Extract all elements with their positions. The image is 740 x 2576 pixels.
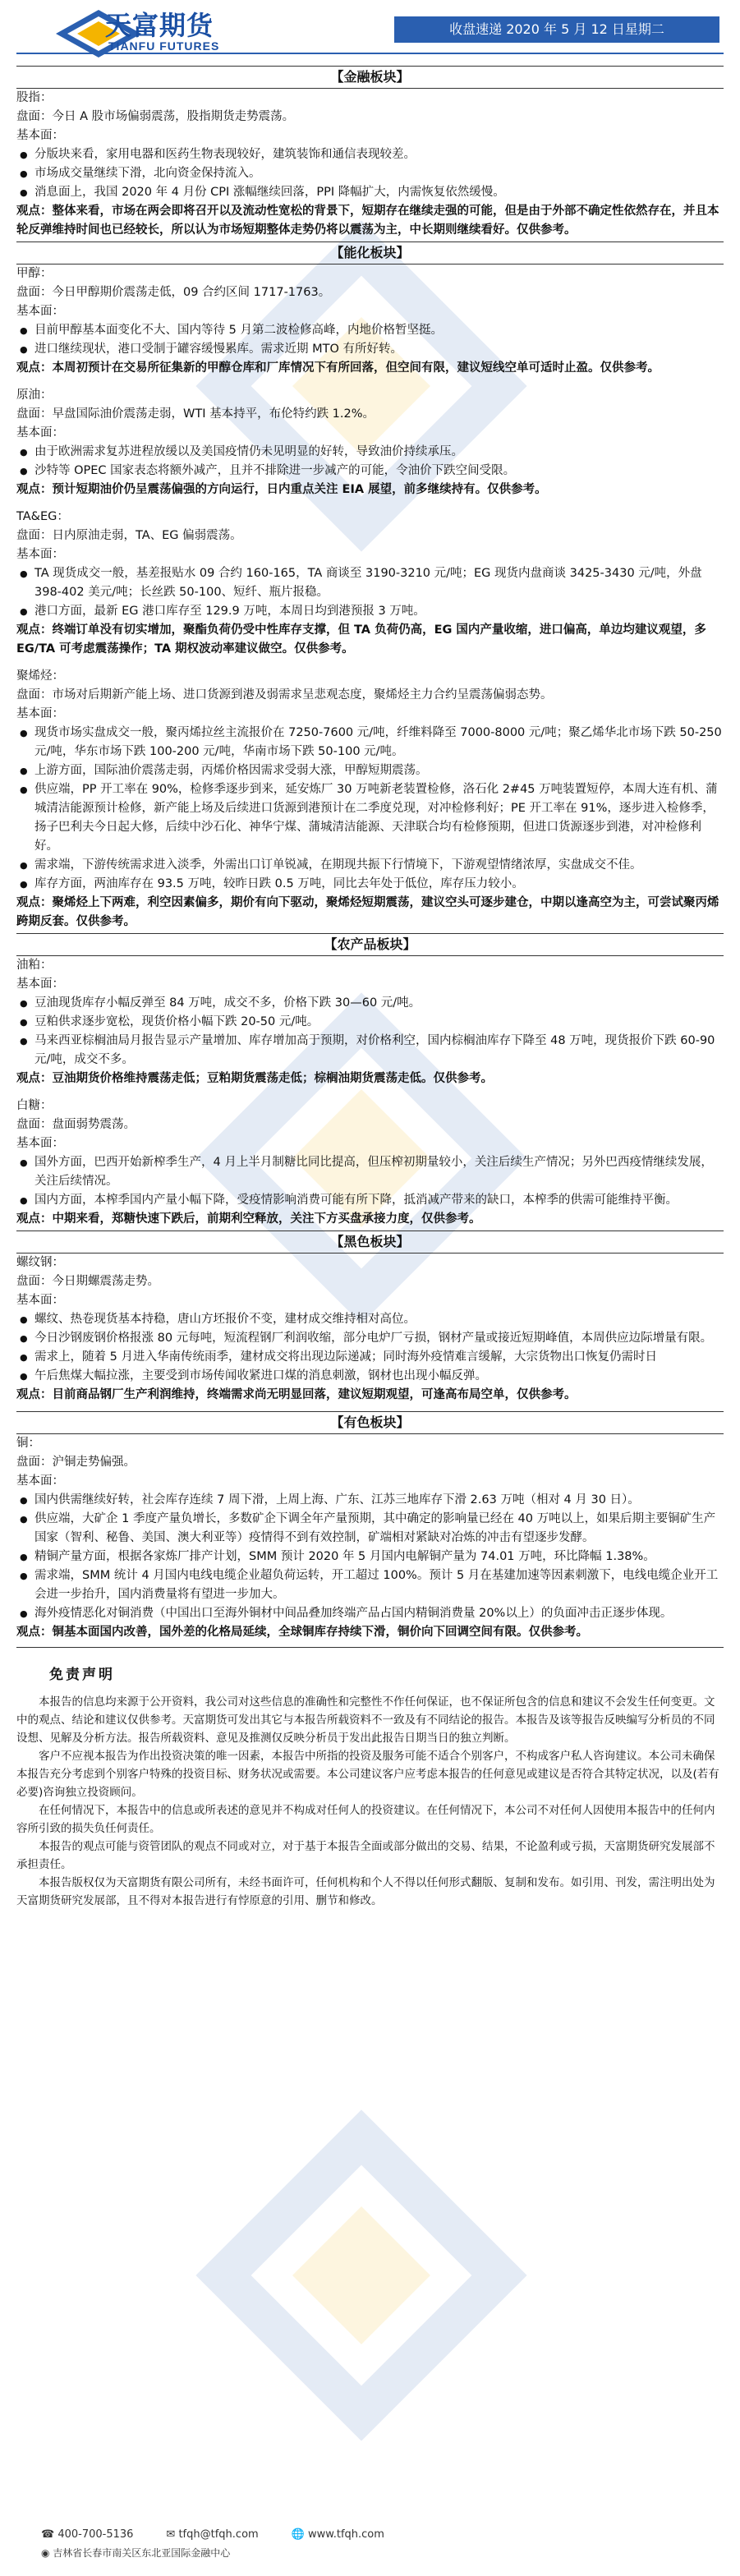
market-summary: 盘面：今日期螺震荡走势。 — [16, 1275, 159, 1288]
mail-icon: ✉ — [166, 2528, 179, 2541]
bullet-list — [16, 1153, 724, 1210]
list-item: ● 供应端，PP 开工率在 90%，检修季逐步到来，延安炼厂 30 万吨新老装置检修，洛石化 2#45 万吨装置短停，本周大连有机、蒲城清洁能源预计检修，新产能上场及后续进口货源到港预计在二季度兑现，对冲检修利好；PE 开工率在 91%，逐步进入检修季，扬子巴利夫今日起大修，后续中沙石化、神华宁煤、蒲城清洁能源、天津联合均有检修预期，但进口货源逐步到港，对冲检修利好。 — [16, 780, 724, 856]
list-item: ● 消息面上，我国 2020 年 4 月份 CPI 涨幅继续回落，PPI 降幅扩大，内需恢复依然缓慢。 — [16, 183, 724, 202]
list-item: ● TA 现货成交一般，基差报贴水 09 合约 160-165，TA 商谈至 3190-3210 元/吨；EG 现货内盘商谈 3425-3430 元/吨，外盘 398-402 美元/吨；长丝跌 50-100、短纤、瓶片报稳。 — [16, 564, 724, 602]
basics-label: 基本面： — [16, 707, 64, 720]
disclaimer-body — [16, 1693, 724, 1910]
list-item: ● 分版块来看，家用电器和医药生物表现较好，建筑装饰和通信表现较差。 — [16, 145, 724, 164]
disclaimer-title: 免责声明 — [49, 1667, 115, 1683]
bullet-list — [16, 1310, 724, 1386]
list-item: ● 目前甲醇基本面变化不大、国内等待 5 月第二波检修高峰，内地价格暂坚挺。 — [16, 321, 724, 340]
basics-label: 基本面： — [16, 1474, 64, 1488]
report-body — [16, 64, 724, 1910]
view-paragraph: 观点：整体来看，市场在两会即将召开以及流动性宽松的背景下，短期存在继续走强的可能，但是由于外部不确定性依然存在，并且本轮反弹维持时间也已经较长，所以认为市场短期整体走势仍将以震荡为主，中长期则继续看好。仅供参考。 — [16, 205, 719, 237]
commodity-name: 股指： — [16, 91, 53, 104]
bullet-list — [16, 564, 724, 621]
footer-phone: ☎ 400-700-5136 — [41, 2528, 134, 2541]
commodity-name: 铜： — [16, 1437, 40, 1450]
commodity-name: 原油： — [16, 389, 53, 402]
commodity-name: 螺纹钢： — [16, 1256, 64, 1269]
basics-label: 基本面： — [16, 1137, 64, 1150]
disclaimer-paragraph: 本报告的信息均来源于公开资料，我公司对这些信息的准确性和完整性不作任何保证，也不保证所包含的信息和建议不会发生任何变更。文中的观点、结论和建议仅供参考。天富期货可发出其它与本报告所载资料不一致及有不同结论的报告。本报告及该等报告反映编写分析员的不同设想、见解及分析方法。报告所载资料、意见及推测仅反映分析员于发出此报告日期当日的独立判断。 — [16, 1695, 715, 1745]
view-paragraph: 观点：目前商品钢厂生产利润维持，终端需求尚无明显回落，建议短期观望，可逢高布局空单，仅供参考。 — [16, 1388, 577, 1401]
logo-watermark-icon — [189, 2103, 534, 2448]
view-paragraph: 观点：铜基本面国内改善，国外差的化格局延续，全球铜库存持续下滑，铜价向下回调空间有限。仅供参考。 — [16, 1626, 588, 1639]
market-summary: 盘面：盘面弱势震荡。 — [16, 1118, 136, 1131]
bullet-list — [16, 724, 724, 894]
list-item: ● 国外方面，巴西开始新榨季生产，4 月上半月制糖比同比提高，但压榨初期量较小，关注后续生产情况；另外巴西疫情继续发展，关注后续情况。 — [16, 1153, 724, 1191]
bullet-list — [16, 443, 724, 481]
report-header — [0, 0, 740, 66]
commodity-name: TA&EG： — [16, 510, 69, 523]
list-item: ● 国内方面，本榨季国内产量小幅下降，受疫情影响消费可能有所下降，抵消减产带来的缺口，本榨季的供需可能维持平衡。 — [16, 1191, 724, 1210]
page-footer — [16, 2528, 724, 2560]
footer-email[interactable]: ✉ tfqh@tfqh.com — [166, 2528, 259, 2541]
list-item: ● 马来西亚棕榈油局月报告显示产量增加、库存增加高于预期，对价格利空，国内棕榈油库存下降至 48 万吨，现货报价下跌 60-90 元/吨，成交不多。 — [16, 1032, 724, 1070]
list-item: ● 供应端，大矿企 1 季度产量负增长，多数矿企下调全年产量预期，其中确定的影响量已经在 40 万吨以上，如果后期主要铜矿生产国家（智利、秘鲁、美国、澳大利亚等）疫情得不到有效控制，矿端相对紧缺对冶炼的冲击有望逐步发酵。 — [16, 1510, 724, 1548]
disclaimer-paragraph: 客户不应视本报告为作出投资决策的唯一因素，本报告中所指的投资及服务可能不适合个别客户，不构成客户私人咨询建议。本公司未确保本报告充分考虑到个别客户特殊的投资目标、财务状况或需要。本公司建议客户应考虑本报告的任何意见或建议是否符合其特定状况，以及(若有必要)咨询独立投资顾问。 — [16, 1750, 719, 1799]
globe-icon: 🌐 — [291, 2528, 309, 2541]
view-paragraph: 观点：本周初预计在交易所征集新的甲醇仓库和厂库情况下有所回落，但空间有限，建议短线空单可适时止盈。仅供参考。 — [16, 361, 660, 375]
list-item: ● 豆油现货库存小幅反弹至 84 万吨，成交不多，价格下跌 30—60 元/吨。 — [16, 994, 724, 1013]
commodity-name: 聚烯烃： — [16, 669, 64, 683]
list-item: ● 上游方面，国际油价震荡走弱，丙烯价格因需求受弱大涨，甲醇短期震荡。 — [16, 761, 724, 780]
location-icon: ◉ — [41, 2547, 53, 2559]
section-title-finance: 【金融板块】 — [16, 66, 724, 89]
list-item: ● 精铜产量方面，根据各家炼厂排产计划，SMM 预计 2020 年 5 月国内电解铜产量为 74.01 万吨，环比降幅 1.38%。 — [16, 1548, 724, 1566]
list-item: ● 今日沙钢废钢价格报涨 80 元每吨，短流程钢厂利润收缩，部分电炉厂亏损，钢材产量或接近短期峰值，本周供应边际增量有限。 — [16, 1329, 724, 1348]
brand-name-en: TIANFU FUTURES — [108, 39, 220, 53]
bullet-list — [16, 994, 724, 1070]
basics-label: 基本面： — [16, 305, 64, 318]
bullet-list — [16, 1491, 724, 1623]
section-divider — [16, 1647, 724, 1648]
footer-address: ◉ 吉林省长春市南关区东北亚国际金融中心 — [41, 2547, 231, 2559]
report-dateline: 收盘速递 2020 年 5 月 12 日星期二 — [394, 16, 719, 43]
view-paragraph: 观点：预计短期油价仍呈震荡偏强的方向运行，日内重点关注 EIA 展望，前多继续持有。仅供参考。 — [16, 483, 547, 496]
list-item: ● 进口继续现状，港口受制于罐容缓慢累库。需求近期 MTO 有所好转。 — [16, 340, 724, 359]
list-item: ● 港口方面，最新 EG 港口库存至 129.9 万吨，本周日均到港预报 3 万吨。 — [16, 602, 724, 621]
market-summary: 盘面：市场对后期新产能上场、进口货源到港及弱需求呈悲观态度，聚烯烃主力合约呈震荡偏弱态势。 — [16, 688, 553, 702]
list-item: ● 库存方面，两油库存在 93.5 万吨，较昨日跌 0.5 万吨，同比去年处于低位，库存压力较小。 — [16, 875, 724, 894]
list-item: ● 海外疫情恶化对铜消费（中国出口至海外铜材中间品叠加终端产品占国内精铜消费量 20%以上）的负面冲击正逐步体现。 — [16, 1604, 724, 1623]
basics-label: 基本面： — [16, 1294, 64, 1307]
list-item: ● 螺纹、热卷现货基本持稳，唐山方坯报价不变，建材成交维持相对高位。 — [16, 1310, 724, 1329]
view-paragraph: 观点：聚烯烃上下两难，利空因素偏多，期价有向下驱动，聚烯烃短期震荡，建议空头可逐步建仓，中期以逢高空为主，可尝试聚丙烯跨期反套。仅供参考。 — [16, 896, 719, 928]
disclaimer-paragraph: 本报告版权仅为天富期货有限公司所有，未经书面许可，任何机构和个人不得以任何形式翻版、复制和发布。如引用、刊发，需注明出处为天富期货研究发展部，且不得对本报告进行有悖原意的引用、删节和修改。 — [16, 1876, 715, 1907]
list-item: ● 需求端，下游传统需求进入淡季，外需出口订单锐减，在期现共振下行情境下，下游观望情绪浓厚，实盘成交不佳。 — [16, 856, 724, 875]
commodity-name: 甲醇： — [16, 267, 53, 280]
list-item: ● 现货市场实盘成交一般，聚丙烯拉丝主流报价在 7250-7600 元/吨，纤维料降至 7000-8000 元/吨；聚乙烯华北市场下跌 50-250 元/吨，华东市场下跌 100-200 元/吨，华南市场下跌 50-100 元/吨。 — [16, 724, 724, 761]
market-summary: 盘面：今日甲醇期价震荡走低，09 合约区间 1717-1763。 — [16, 286, 331, 299]
list-item: ● 由于欧洲需求复苏进程放缓以及美国疫情仍未见明显的好转，导致油价持续承压。 — [16, 443, 724, 462]
disclaimer-paragraph: 在任何情况下，本报告中的信息或所表述的意见并不构成对任何人的投资建议。在任何情况下，本公司不对任何人因使用本报告中的任何内容所引致的损失负任何责任。 — [16, 1804, 715, 1835]
bullet-list — [16, 321, 724, 359]
list-item: ● 国内供需继续好转，社会库存连续 7 周下滑，上周上海、广东、江苏三地库存下滑 2.63 万吨（相对 4 月 30 日）。 — [16, 1491, 724, 1510]
brand-name-cn: 天富期货 — [105, 10, 214, 41]
header-divider — [16, 53, 724, 54]
section-title-energy: 【能化板块】 — [16, 242, 724, 264]
commodity-name: 油粕： — [16, 959, 53, 972]
commodity-name: 白糖： — [16, 1099, 53, 1112]
section-title-nonferrous: 【有色板块】 — [16, 1411, 724, 1434]
basics-label: 基本面： — [16, 548, 64, 561]
market-summary: 盘面：早盘国际油价震荡走弱，WTI 基本持平，布伦特约跌 1.2%。 — [16, 407, 375, 421]
list-item: ● 需求上，随着 5 月进入华南传统雨季，建材成交将出现边际递减；同时海外疫情难言缓解，大宗货物出口恢复仍需时日 — [16, 1348, 724, 1367]
basics-label: 基本面： — [16, 426, 64, 439]
section-title-agri: 【农产品板块】 — [16, 933, 724, 956]
basics-label: 基本面： — [16, 129, 64, 142]
market-summary: 盘面：今日 A 股市场偏弱震荡，股指期货走势震荡。 — [16, 110, 295, 123]
list-item: ● 豆粕供求逐步宽松，现货价格小幅下跌 20-50 元/吨。 — [16, 1013, 724, 1032]
view-paragraph: 观点：中期来看，郑糖快速下跌后，前期利空释放，关注下方买盘承接力度，仅供参考。 — [16, 1212, 481, 1226]
footer-website[interactable]: 🌐 www.tfqh.com — [291, 2528, 384, 2541]
market-summary: 盘面：沪铜走势偏强。 — [16, 1456, 136, 1469]
basics-label: 基本面： — [16, 978, 64, 991]
bullet-list — [16, 145, 724, 202]
view-paragraph: 观点：终端订单没有切实增加，聚酯负荷仍受中性库存支撑，但 TA 负荷仍高，EG 国内产量收缩，进口偏高，单边均建议观望，多 EG/TA 可考虑震荡操作；TA 期权波动率建议做空。仅供参考。 — [16, 623, 706, 656]
phone-icon: ☎ — [41, 2528, 58, 2541]
disclaimer-paragraph: 本报告的观点可能与资管团队的观点不同或对立，对于基于本报告全面或部分做出的交易、结果，不论盈利或亏损，天富期货研究发展部不承担责任。 — [16, 1840, 715, 1871]
list-item: ● 午后焦煤大幅拉涨，主要受到市场传闻收紧进口煤的消息刺激，钢材也出现小幅反弹。 — [16, 1367, 724, 1386]
list-item: ● 沙特等 OPEC 国家表态将额外减产，且并不排除进一步减产的可能，令油价下跌空间受限。 — [16, 462, 724, 481]
section-title-ferrous: 【黑色板块】 — [16, 1230, 724, 1254]
list-item: ● 需求端，SMM 统计 4 月国内电线电缆企业超负荷运转，开工超过 100%。预计 5 月在基建加速等因素刺激下，电线电缆企业开工会进一步抬升，国内消费量将有望进一步加大。 — [16, 1566, 724, 1604]
view-paragraph: 观点：豆油期货价格维持震荡走低；豆粕期货震荡走低；棕榈油期货震荡走低。仅供参考。 — [16, 1072, 493, 1085]
market-summary: 盘面：日内原油走弱，TA、EG 偏弱震荡。 — [16, 529, 242, 542]
list-item: ● 市场成交量继续下滑，北向资金保持流入。 — [16, 164, 724, 183]
